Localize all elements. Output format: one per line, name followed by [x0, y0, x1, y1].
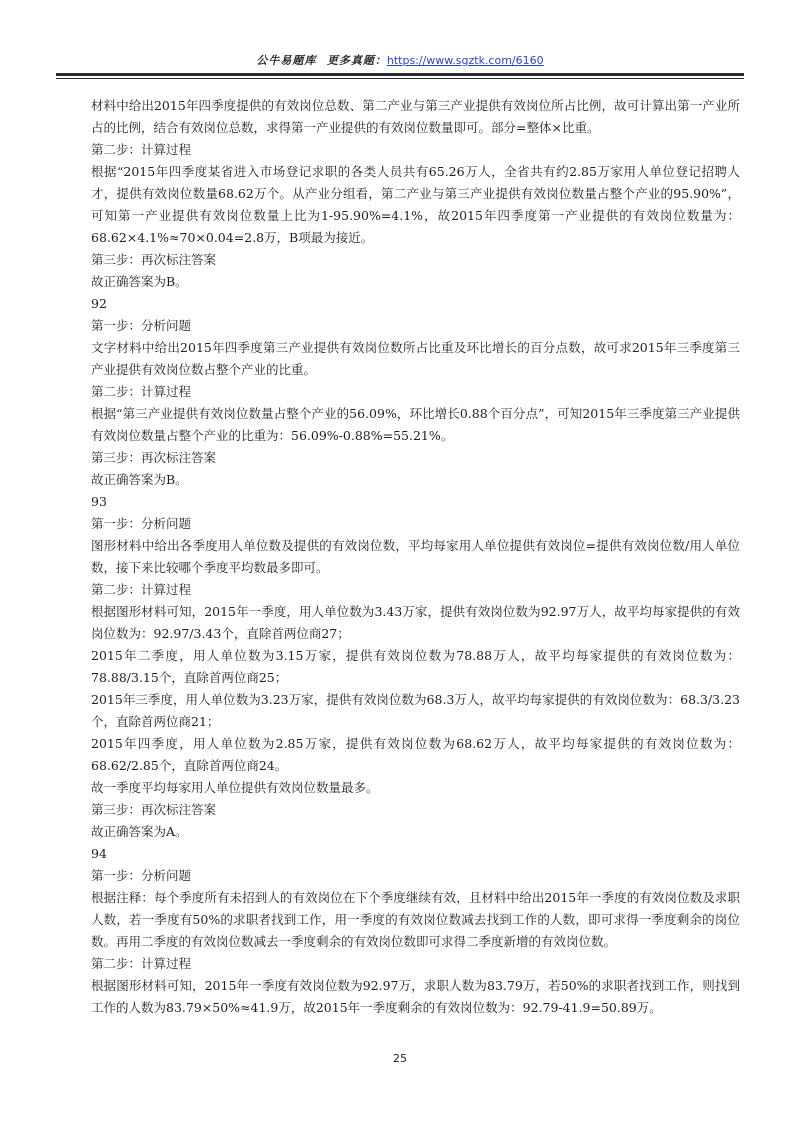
- document-body: [91, 95, 740, 1019]
- paragraph: 第三步：再次标注答案: [91, 252, 217, 267]
- paragraph: 文字材料中给出2015年四季度第三产业提供有效岗位数所占比重及环比增长的百分点数，故可求2015年三季度第三产业提供有效岗位数占整个产业的比重。: [91, 340, 740, 377]
- paragraph: 2015年三季度，用人单位数为3.23万家，提供有效岗位数为68.3万人，故平均每家提供的有效岗位数为：68.3/3.23个，直除首两位商21；: [91, 692, 740, 729]
- header-rule-thick: [56, 73, 744, 76]
- paragraph: 故正确答案为B。: [91, 274, 188, 289]
- paragraph: 第二步：计算过程: [91, 956, 192, 971]
- paragraph: 94: [91, 846, 107, 861]
- paragraph: 第二步：计算过程: [91, 384, 192, 399]
- paragraph: 92: [91, 296, 107, 311]
- paragraph: 第三步：再次标注答案: [91, 450, 217, 465]
- paragraph: 材料中给出2015年四季度提供的有效岗位总数、第二产业与第三产业提供有效岗位所占比例，故可计算出第一产业所占的比例，结合有效岗位总数，求得第一产业提供的有效岗位数量即可。部分=整体×比重。: [91, 98, 740, 135]
- paragraph: 第一步：分析问题: [91, 868, 192, 883]
- paragraph: 根据注释：每个季度所有未招到人的有效岗位在下个季度继续有效，且材料中给出2015年一季度的有效岗位数及求职人数，若一季度有50%的求职者找到工作，用一季度的有效岗位数减去找到工作的人数，即可求得一季度剩余的岗位数。再用二季度的有效岗位数减去一季度剩余的有效岗位数即可求得二季度新增的有效岗位数。: [91, 890, 740, 949]
- paragraph: 第一步：分析问题: [91, 516, 192, 531]
- paragraph: 第二步：计算过程: [91, 582, 192, 597]
- paragraph: 故正确答案为B。: [91, 472, 188, 487]
- paragraph: 第三步：再次标注答案: [91, 802, 217, 817]
- header-brand: 公牛易题库: [256, 54, 317, 67]
- header-more-label: 更多真题：: [326, 54, 387, 67]
- paragraph: 根据图形材料可知，2015年一季度有效岗位数为92.97万，求职人数为83.79万，若50%的求职者找到工作，则找到工作的人数为83.79×50%≈41.9万，故2015年一季度剩余的有效岗位数为：92.79-41.9=50.89万。: [91, 978, 740, 1015]
- paragraph: 根据“2015年四季度某省进入市场登记求职的各类人员共有65.26万人，全省共有约2.85万家用人单位登记招聘人才，提供有效岗位数量68.62万个。从产业分组看，第二产业与第三产业提供有效岗位数量占整个产业的95.90%”，可知第一产业提供有效岗位数量上比为1-95.90%=4.1%，故2015年四季度第一产业提供的有效岗位数量为：68.62×4.1%≈70×0.04=2.8万，B项最为接近。: [91, 164, 740, 245]
- paragraph: 2015年四季度，用人单位数为2.85万家，提供有效岗位数为68.62万人，故平均每家提供的有效岗位数为：68.62/2.85个，直除首两位商24。: [91, 736, 740, 773]
- paragraph: 根据图形材料可知，2015年一季度，用人单位数为3.43万家，提供有效岗位数为92.97万人，故平均每家提供的有效岗位数为：92.97/3.43个，直除首两位商27；: [91, 604, 740, 641]
- header-rule-thin: [56, 78, 744, 79]
- paragraph: 根据“第三产业提供有效岗位数量占整个产业的56.09%，环比增长0.88个百分点”，可知2015年三季度第三产业提供有效岗位数量占整个产业的比重为：56.09%-0.88%=55.21%。: [91, 406, 740, 443]
- page-number: 25: [393, 1052, 407, 1065]
- paragraph: 故一季度平均每家用人单位提供有效岗位数量最多。: [91, 780, 379, 795]
- header-url-link[interactable]: https://www.sgztk.com/6160: [386, 54, 544, 67]
- paragraph: 故正确答案为A。: [91, 824, 188, 839]
- paragraph: 第二步：计算过程: [91, 142, 192, 157]
- header-separator: [316, 54, 327, 67]
- page-header: [0, 52, 800, 68]
- paragraph: 图形材料中给出各季度用人单位数及提供的有效岗位数，平均每家用人单位提供有效岗位=提供有效岗位数/用人单位数，接下来比较哪个季度平均数最多即可。: [91, 538, 740, 575]
- paragraph: 第一步：分析问题: [91, 318, 192, 333]
- paragraph: 93: [91, 494, 107, 509]
- paragraph: 2015年二季度，用人单位数为3.15万家，提供有效岗位数为78.88万人，故平均每家提供的有效岗位数为：78.88/3.15个，直除首两位商25；: [91, 648, 740, 685]
